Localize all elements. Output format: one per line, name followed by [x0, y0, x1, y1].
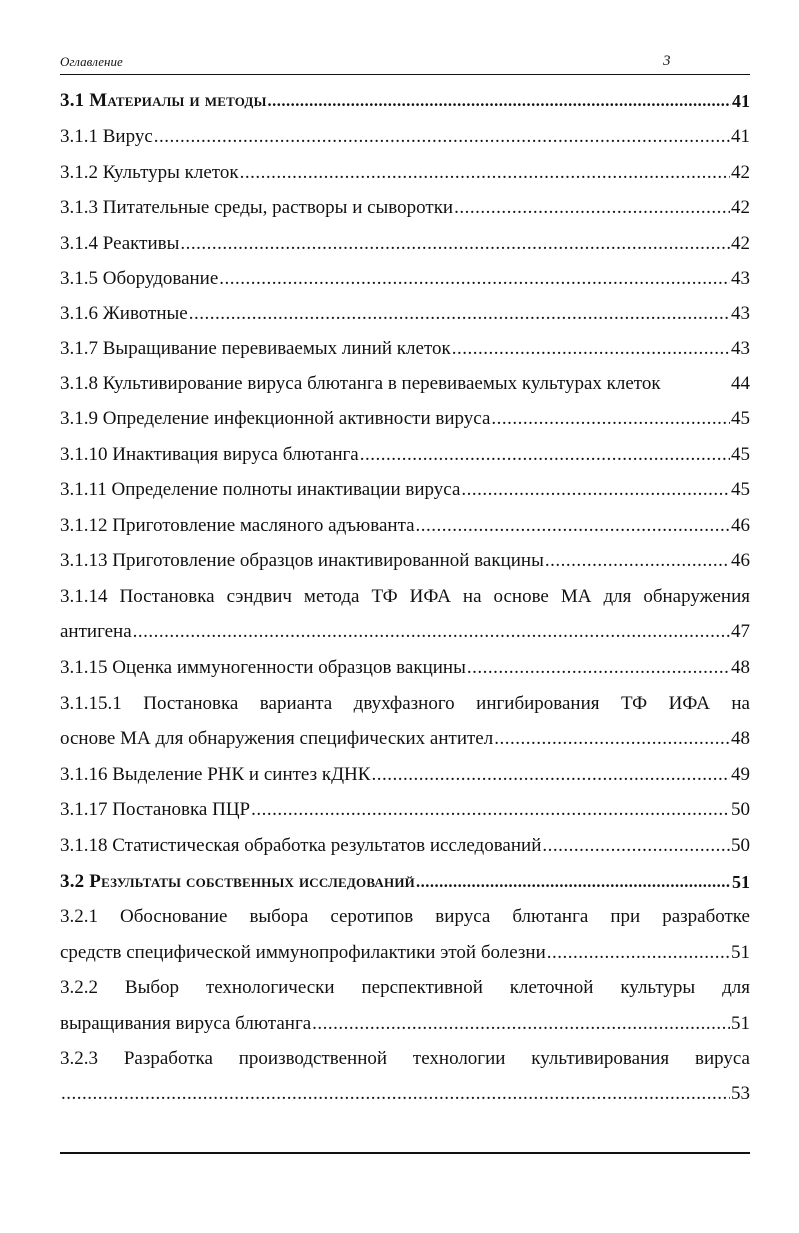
toc-entry-label: 3.2.1 Обоснование выбора серотипов вируса блютанга при разработке [60, 906, 750, 927]
toc-entry-page: 47 [731, 621, 750, 642]
toc-entry[interactable] [60, 1003, 750, 1039]
toc-entry-label: 3.1.7 Выращивание перевиваемых линий клеток [60, 338, 451, 359]
toc-entry-label: 3.1.15 Оценка иммуногенности образцов вакцины [60, 657, 466, 678]
dot-leader [219, 268, 730, 290]
header-title: Оглавление [60, 54, 123, 69]
toc-entry[interactable] [60, 1073, 750, 1109]
toc-entry-label: 3.1.8 Культивирование вируса блютанга в перевиваемых культурах клеток [60, 373, 661, 394]
toc-entry-label: 3.1.6 Животные [60, 303, 188, 324]
toc-entry-label: 3.1.3 Питательные среды, растворы и сыворотки [60, 197, 454, 218]
toc-entry-label: 3.1.16 Выделение РНК и синтез кДНК [60, 764, 371, 785]
footer-rule [60, 1152, 750, 1154]
toc-entry[interactable] [60, 258, 750, 294]
toc-entry[interactable] [60, 1038, 750, 1074]
toc-entry[interactable] [60, 825, 750, 861]
toc-entry[interactable] [60, 293, 750, 329]
toc-entry-label: 3.2.3 Разработка производственной технологии культивирования вируса [60, 1048, 750, 1069]
toc-entry-label: 3.1.12 Приготовление масляного адъюванта [60, 515, 415, 536]
toc-entry-label: 3.1.1 Вирус [60, 126, 153, 147]
toc-entry-page: 51 [732, 872, 750, 892]
toc-entry[interactable] [60, 683, 750, 719]
toc-entry-page: 48 [731, 657, 750, 678]
toc-entry[interactable] [60, 967, 750, 1003]
toc-entry-page: 46 [731, 550, 750, 571]
toc-entry[interactable] [60, 434, 750, 470]
toc-entry-page: 44 [731, 373, 750, 394]
dot-leader [491, 408, 730, 430]
toc-entry[interactable] [60, 754, 750, 790]
toc-entry-label: 3.1.15.1 Постановка варианта двухфазного ингибирования ТФ ИФА на [60, 693, 750, 714]
toc-entry[interactable] [60, 647, 750, 683]
toc-entry[interactable] [60, 116, 750, 152]
toc-section-entry[interactable] [60, 80, 750, 116]
page-number: 3 [663, 53, 671, 69]
toc-entry-label: 3.1.2 Культуры клеток [60, 162, 239, 183]
toc-entry[interactable] [60, 576, 750, 612]
dot-leader [494, 728, 730, 750]
dot-leader [360, 444, 730, 466]
dot-leader [542, 835, 730, 857]
toc-entry-page: 48 [731, 728, 750, 749]
toc-entry[interactable] [60, 789, 750, 825]
toc-entry-label: выращивания вируса блютанга [60, 1013, 312, 1034]
dot-leader [371, 764, 730, 786]
toc-entry-label: 3.1.18 Статистическая обработка результатов исследований [60, 835, 542, 856]
toc-entry-label: 3.1.13 Приготовление образцов инактивированной вакцины [60, 550, 544, 571]
dot-leader [251, 799, 730, 821]
toc-entry-label: 3.1.14 Постановка сэндвич метода ТФ ИФА на основе МА для обнаружения [60, 586, 750, 607]
toc-entry-label: 3.1.5 Оборудование [60, 268, 219, 289]
dot-leader [545, 550, 730, 572]
toc-entry[interactable] [60, 152, 750, 188]
toc-entry[interactable] [60, 896, 750, 932]
dot-leader [240, 162, 730, 184]
toc-entry-page: 41 [732, 91, 750, 111]
toc-section-entry[interactable] [60, 861, 750, 897]
toc-entry-label: 3.1.10 Инактивация вируса блютанга [60, 444, 359, 465]
dot-leader [61, 1083, 730, 1105]
dot-leader [416, 871, 731, 893]
toc-entry-label: 3.1 Материалы и методы [60, 90, 267, 111]
toc-entry-page: 50 [731, 835, 750, 856]
toc-entry-page: 41 [731, 126, 750, 147]
toc-entry-label: 3.1.11 Определение полноты инактивации вируса [60, 479, 461, 500]
toc-entry-label: 3.1.4 Реактивы [60, 233, 180, 254]
toc-entry-page: 46 [731, 515, 750, 536]
toc-entry[interactable] [60, 398, 750, 434]
toc-entry[interactable] [60, 718, 750, 754]
dot-leader [452, 338, 730, 360]
toc-entry[interactable] [60, 611, 750, 647]
toc-entry-page: 50 [731, 799, 750, 820]
toc-entry[interactable] [60, 469, 750, 505]
toc-entry-page: 51 [731, 942, 750, 963]
toc-entry[interactable] [60, 505, 750, 541]
dot-leader [189, 303, 730, 325]
dot-leader [154, 126, 730, 148]
toc-entry[interactable] [60, 540, 750, 576]
toc-entry-page: 43 [731, 338, 750, 359]
header-rule [60, 74, 750, 75]
toc-entry-page: 42 [731, 197, 750, 218]
toc-entry[interactable] [60, 328, 750, 364]
toc-entry-page: 51 [731, 1013, 750, 1034]
dot-leader [416, 515, 730, 537]
toc-entry[interactable] [60, 187, 750, 223]
dot-leader [312, 1013, 730, 1035]
dot-leader [180, 233, 730, 255]
toc-entry[interactable] [60, 932, 750, 968]
toc-entry-page: 42 [731, 233, 750, 254]
dot-leader [547, 942, 730, 964]
toc-entry-label: 3.2 Результаты собственных исследований [60, 871, 415, 892]
toc-entry-label: 3.1.9 Определение инфекционной активности вируса [60, 408, 491, 429]
dot-leader [461, 479, 730, 501]
running-header [60, 50, 750, 72]
toc-entry-label: 3.2.2 Выбор технологически перспективной клеточной культуры для [60, 977, 750, 998]
toc-entry-page: 45 [731, 444, 750, 465]
toc-entry-page: 49 [731, 764, 750, 785]
toc-entry-page: 43 [731, 303, 750, 324]
toc-entry-label: антигена [60, 621, 132, 642]
toc-entry[interactable] [60, 363, 750, 399]
toc-entry-page: 53 [731, 1083, 750, 1104]
toc-entry-page: 45 [731, 408, 750, 429]
dot-leader [467, 657, 730, 679]
dot-leader [133, 621, 730, 643]
toc-entry-label: 3.1.17 Постановка ПЦР [60, 799, 251, 820]
toc-entry-label: средств специфической иммунопрофилактики этой болезни [60, 942, 546, 963]
toc-entry-page: 43 [731, 268, 750, 289]
toc-entry-page: 42 [731, 162, 750, 183]
dot-leader [268, 90, 731, 112]
toc-entry[interactable] [60, 223, 750, 259]
toc-entry-label: основе МА для обнаружения специфических антител [60, 728, 494, 749]
toc-entry-page: 45 [731, 479, 750, 500]
dot-leader [454, 197, 730, 219]
